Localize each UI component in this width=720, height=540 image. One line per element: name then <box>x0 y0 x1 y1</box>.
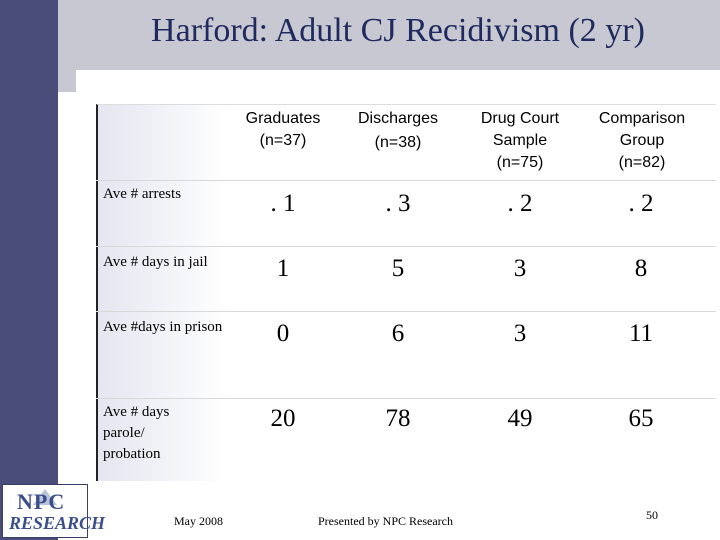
cell-comparison-jail: 8 <box>634 255 648 282</box>
cell-drugcourt-jail: 3 <box>513 255 527 282</box>
corner-accent <box>58 0 76 92</box>
row-divider <box>96 180 716 181</box>
left-accent-bar <box>0 0 58 540</box>
row-label-prison: Ave #days in prison <box>103 319 223 335</box>
row-label-arrests: Ave # arrests <box>103 186 182 202</box>
col-header-comparison: Comparison Group (n=82) <box>598 110 686 171</box>
cell-comparison-prison: 11 <box>628 320 654 347</box>
col-header-graduates: Graduates (n=37) <box>245 110 321 149</box>
npc-research-logo <box>2 484 106 538</box>
cell-graduates-prison: 0 <box>276 320 290 347</box>
logo-text-research: RESEARCH <box>9 513 106 533</box>
cell-comparison-arrests: . 2 <box>628 190 654 217</box>
cell-drugcourt-arrests: . 2 <box>507 190 533 217</box>
cell-graduates-parole: 20 <box>270 405 296 432</box>
col-header-discharges: Discharges (n=38) <box>357 110 439 151</box>
row-label-jail: Ave # days in jail <box>103 254 208 270</box>
row-divider <box>96 398 716 399</box>
footer-presenter: Presented by NPC Research <box>318 514 453 528</box>
left-gap <box>58 92 96 540</box>
cell-drugcourt-prison: 3 <box>513 320 527 347</box>
row-label-parole: Ave # days parole/ probation <box>103 404 170 462</box>
cell-graduates-jail: 1 <box>276 255 290 282</box>
slide-title: Harford: Adult CJ Recidivism (2 yr) <box>151 12 645 49</box>
footer-date: May 2008 <box>174 514 223 528</box>
cell-drugcourt-parole: 49 <box>507 405 533 432</box>
logo-text-npc: NPC <box>17 489 66 514</box>
cell-discharges-prison: 6 <box>391 320 405 347</box>
cell-discharges-arrests: . 3 <box>385 190 411 217</box>
row-divider <box>96 246 716 247</box>
page-number: 50 <box>646 508 658 522</box>
col-header-drug-court: Drug Court Sample (n=75) <box>480 110 560 171</box>
cell-discharges-parole: 78 <box>385 405 411 432</box>
cell-comparison-parole: 65 <box>628 405 654 432</box>
cell-graduates-arrests: . 1 <box>270 190 296 217</box>
cell-discharges-jail: 5 <box>391 255 405 282</box>
row-divider <box>96 311 716 312</box>
